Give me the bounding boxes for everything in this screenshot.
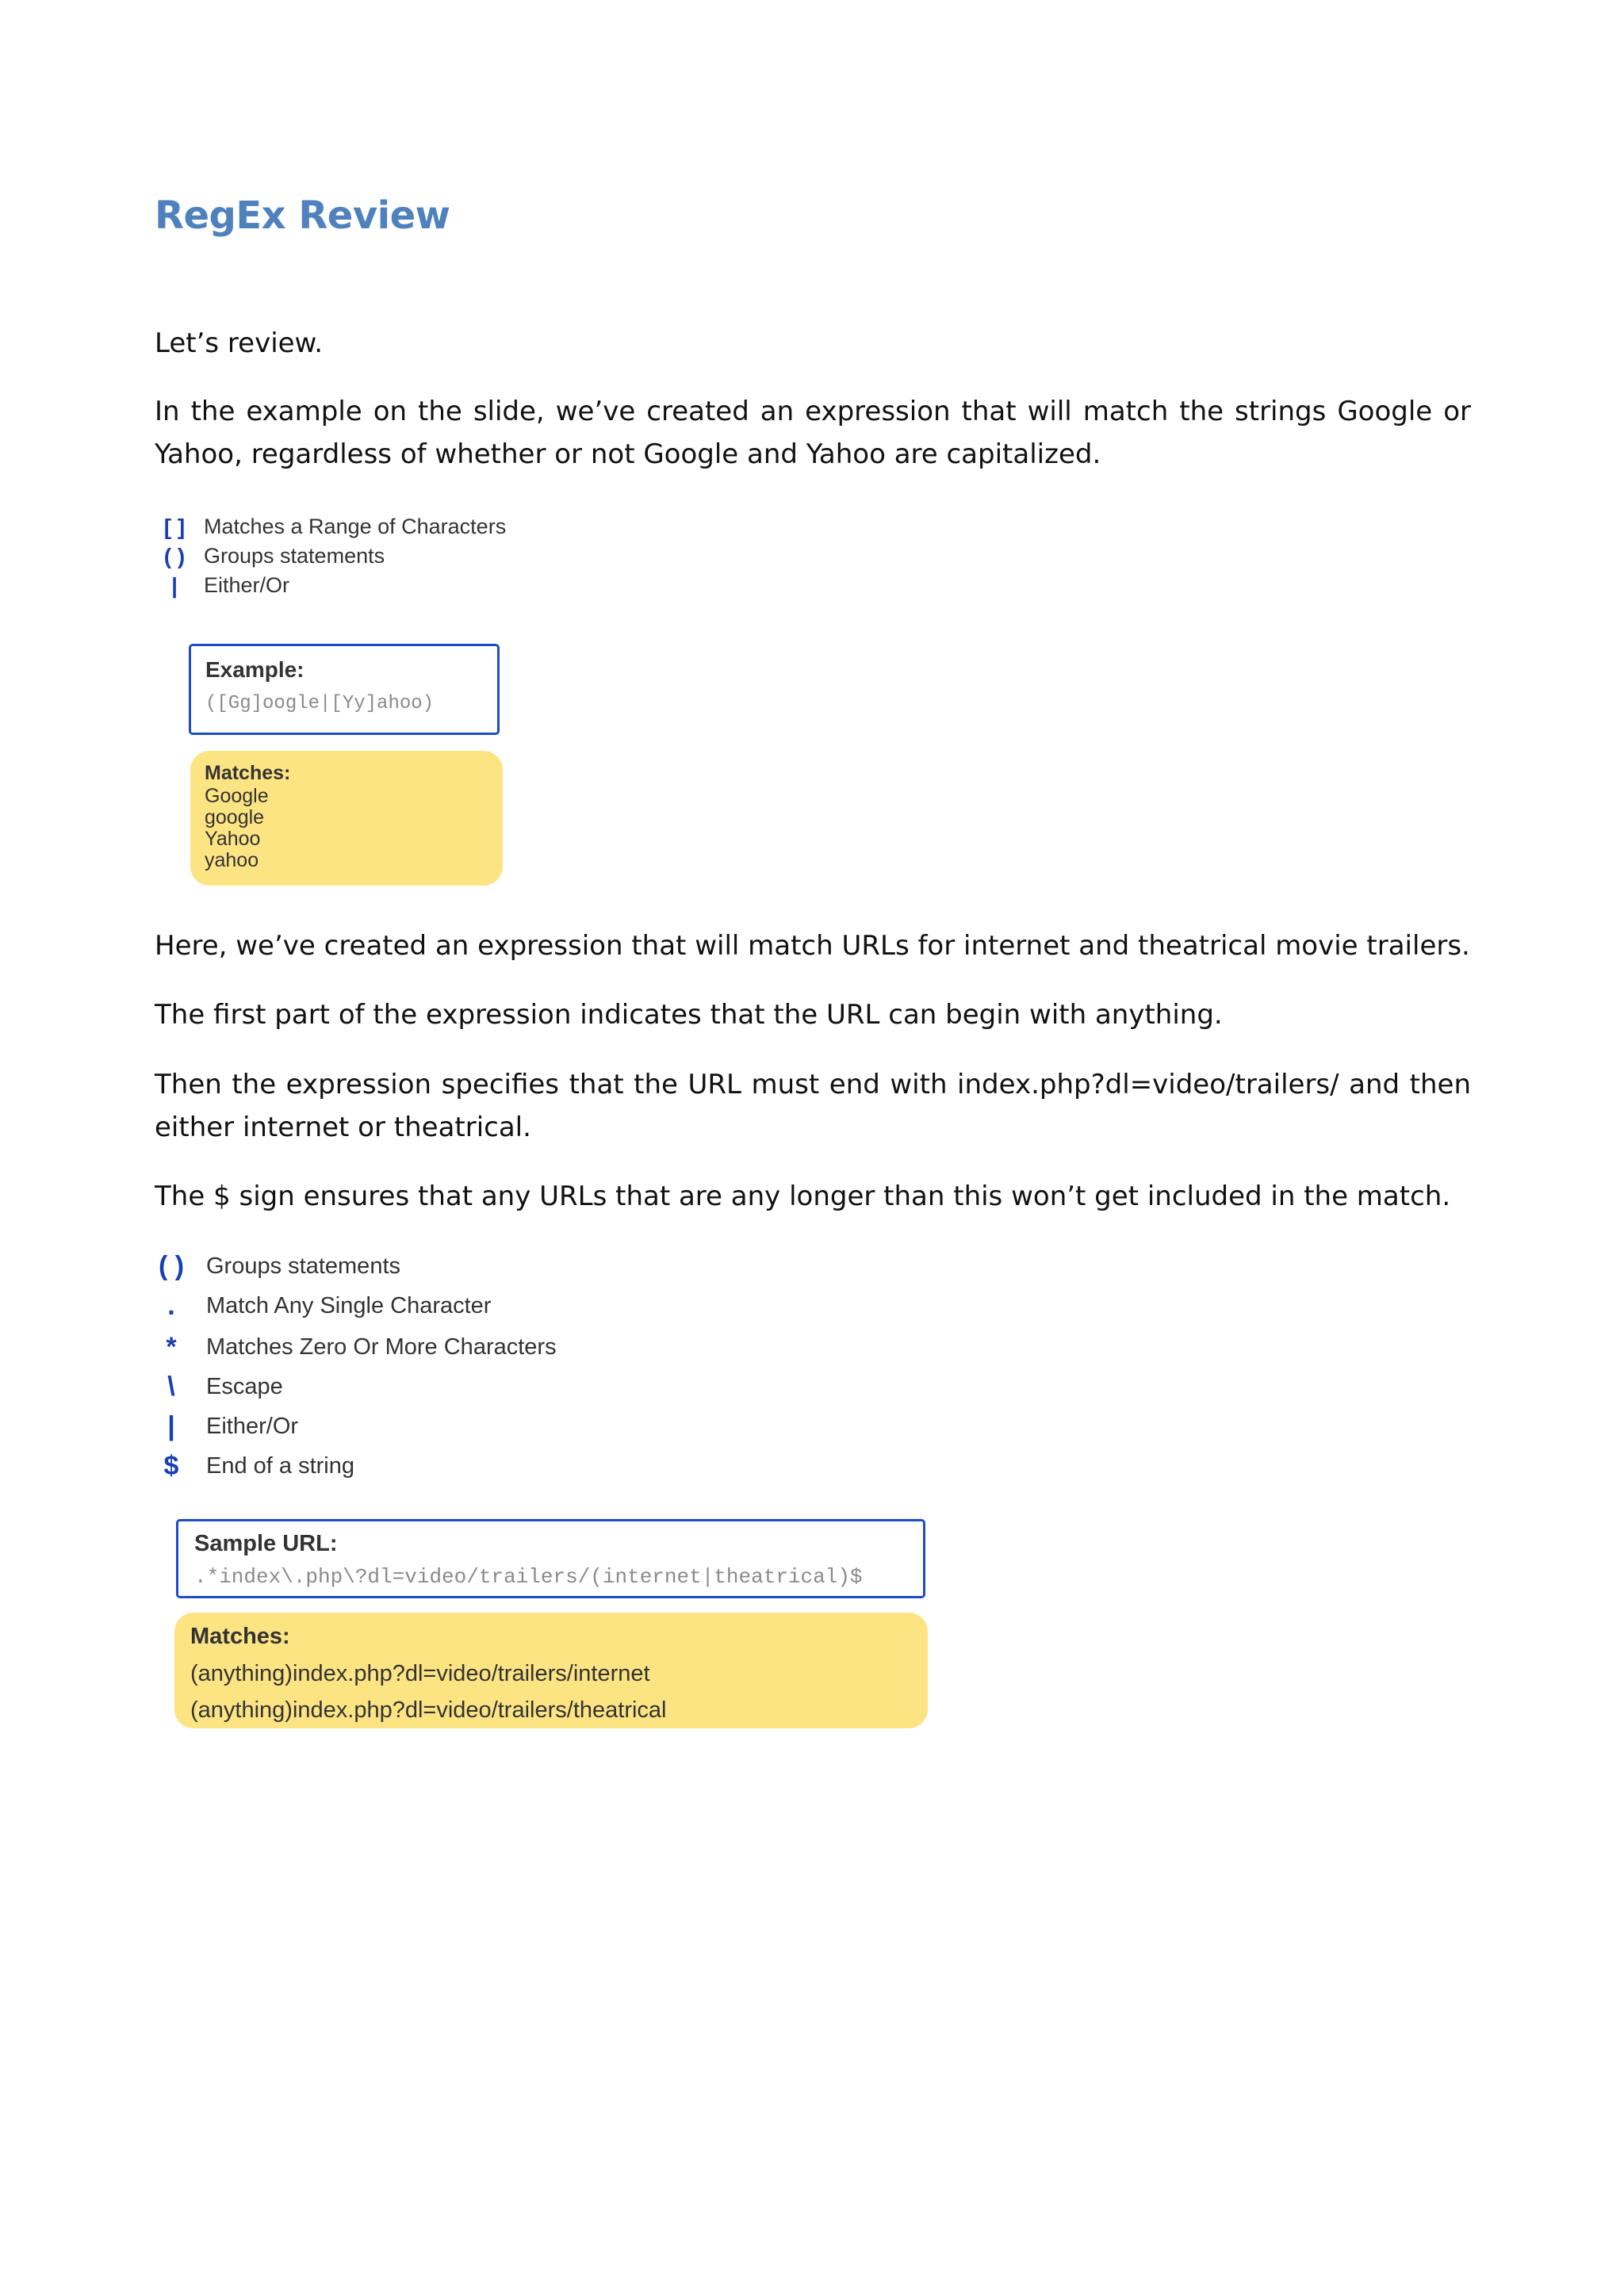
figure1-legend	[159, 512, 523, 607]
paragraph-example-description: In the example on the slide, we’ve created an expression that will match the strings Google or Yahoo, regardless of whether or not Google and Yahoo are capitalized.	[155, 396, 1471, 470]
legend-symbol: ( )	[163, 544, 186, 568]
legend-label: Escape	[206, 1374, 283, 1399]
legend-row	[159, 541, 523, 571]
url-matches-box	[174, 1613, 928, 1728]
sample-url-heading: Sample URL:	[194, 1531, 338, 1556]
legend-symbol: *	[166, 1332, 177, 1362]
legend-symbol: $	[163, 1451, 179, 1481]
legend-label: Either/Or	[204, 573, 290, 597]
legend-row	[155, 1286, 631, 1326]
match-item: (anything)index.php?dl=video/trailers/theatrical	[190, 1697, 667, 1723]
legend-symbol: |	[167, 1411, 175, 1441]
legend-label: Either/Or	[206, 1414, 299, 1439]
example-code: ([Gg]oogle|[Yy]ahoo)	[205, 693, 435, 714]
paragraph-url-intro: Here, we’ve created an expression that will match URLs for internet and theatrical movie trailers.	[155, 930, 1470, 962]
sample-url-box	[176, 1519, 925, 1598]
legend-label: Matches a Range of Characters	[204, 515, 507, 538]
paragraph-url-end: Then the expression specifies that the URL must end with index.php?dl=video/trailers/ and then either internet or theatrical.	[155, 1069, 1471, 1143]
example-heading: Example:	[205, 657, 304, 682]
legend-symbol: [ ]	[163, 515, 186, 539]
legend-row	[155, 1406, 631, 1446]
legend-row	[155, 1327, 631, 1367]
legend-label: Match Any Single Character	[206, 1293, 492, 1318]
match-item: Yahoo	[205, 828, 261, 850]
paragraph-intro: Let’s review.	[155, 327, 324, 359]
page-title: RegEx Review	[155, 193, 450, 238]
legend-row	[155, 1367, 631, 1406]
legend-symbol: ( )	[158, 1251, 185, 1281]
paragraph-dollar-sign: The $ sign ensures that any URLs that are any longer than this won’t get included in the match.	[155, 1181, 1451, 1212]
legend-symbol: |	[171, 573, 178, 598]
legend-symbol: \	[167, 1372, 175, 1402]
match-item: Google	[205, 785, 269, 807]
legend-symbol: .	[167, 1291, 175, 1321]
legend-label: Groups statements	[204, 544, 385, 568]
matches-heading: Matches:	[190, 1624, 290, 1649]
legend-row	[155, 1246, 631, 1286]
legend-row	[155, 1446, 631, 1486]
match-item: yahoo	[205, 849, 259, 871]
figure2-legend	[155, 1246, 631, 1484]
example-box	[189, 644, 500, 735]
legend-label: Matches Zero Or More Characters	[206, 1334, 557, 1360]
legend-label: End of a string	[206, 1453, 354, 1479]
paragraph-first-part: The first part of the expression indicates that the URL can begin with anything.	[155, 999, 1223, 1031]
legend-row	[159, 571, 523, 600]
matches-box	[190, 751, 503, 886]
legend-label: Groups statements	[206, 1253, 400, 1279]
matches-heading: Matches:	[205, 762, 291, 784]
sample-url-code: .*index\.php\?dl=video/trailers/(internet|theatrical)$	[194, 1565, 863, 1589]
match-item: (anything)index.php?dl=video/trailers/internet	[190, 1661, 650, 1686]
legend-row	[159, 512, 523, 541]
match-item: google	[205, 806, 265, 828]
